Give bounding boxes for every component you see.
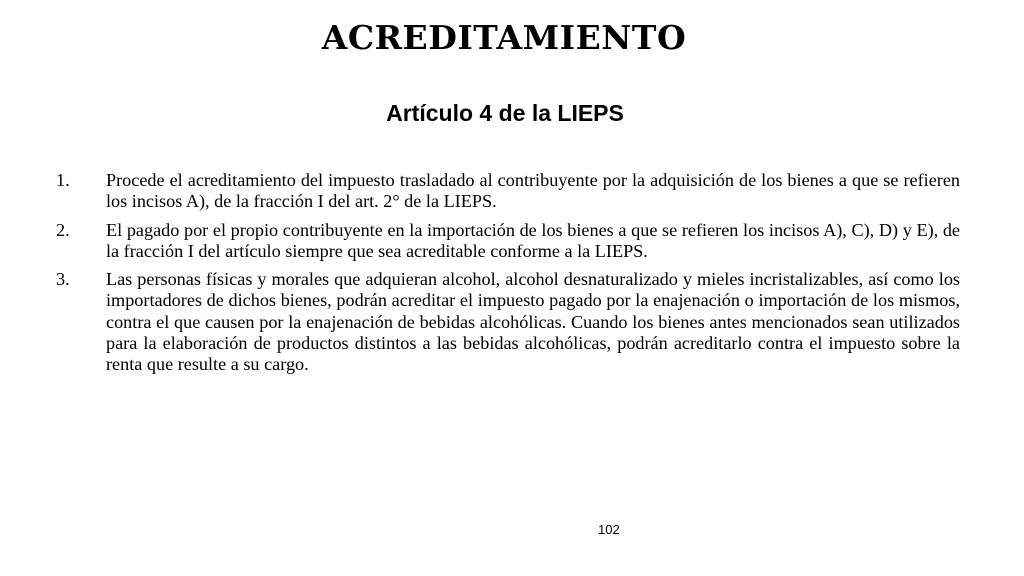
list-item (56, 269, 960, 375)
list-item-number: 1. (56, 170, 70, 190)
slide-title: ACREDITAMIENTO (321, 18, 687, 57)
list-item-text: Las personas físicas y morales que adquieran alcohol, alcohol desnaturalizado y mieles incristalizables, así como los importadores de dichos bienes, podrán acreditar el impuesto pagado por la enajenación o importación de los mismos, contra el que causen por la enajenación de bebidas alcohólicas. Cuando los bienes antes mencionados sean utilizados para la elaboración de productos distintos a las bebidas alcohólicas, podrán acreditarlo contra el impuesto sobre la renta que resulte a su cargo. (106, 269, 960, 375)
numbered-list (56, 170, 960, 383)
page-number: 102 (598, 522, 620, 537)
list-item-number: 3. (56, 269, 70, 290)
list-item (56, 170, 960, 213)
slide-subtitle: Artículo 4 de la LIEPS (386, 100, 624, 126)
list-item-number: 2. (56, 219, 70, 240)
list-item-text: Procede el acreditamiento del impuesto trasladado al contribuyente por la adquisición de los bienes a que se refieren los incisos A), de la fracción I del art. 2° de la LIEPS. (106, 170, 960, 212)
list-item-text: El pagado por el propio contribuyente en la importación de los bienes a que se refieren los incisos A), C), D) y E), de la fracción I del artículo siempre que sea acreditable conforme a la LIEPS. (106, 219, 960, 261)
list-item (56, 220, 960, 263)
